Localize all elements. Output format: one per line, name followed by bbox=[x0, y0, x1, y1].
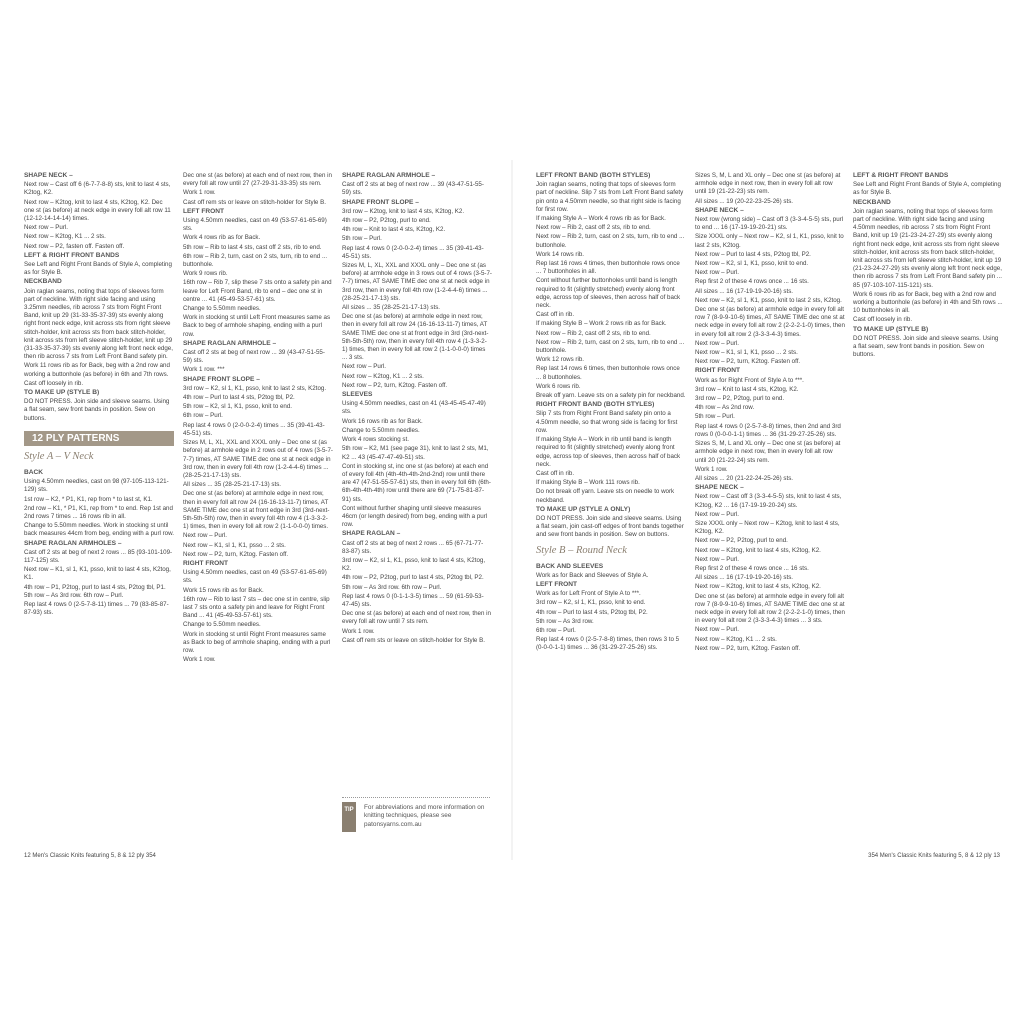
instruction-text: If making Style B – Work 111 rows rib. bbox=[536, 479, 640, 487]
style-title: Style A – V Neck bbox=[24, 450, 94, 462]
instruction-text: Sizes M, L, XL, XXL and XXXL only – Dec one st (as before) at armhole edge in 2 rows out of 4 rows (3-5-7-7-7) times, AT SAME TIME dec one st at neck edge in 3rd row, then in every foll 4th row (1-2-4-4-6) times ... (28-25-21-17-13) sts. bbox=[183, 439, 333, 479]
instruction-text: Next row – Purl. bbox=[695, 339, 740, 347]
instruction-text: 5th row – As 3rd row. 6th row – Purl. bbox=[342, 583, 442, 591]
instruction-text: 4th row – P2, P2tog, purl to end. bbox=[342, 217, 431, 225]
column-1 bbox=[24, 172, 174, 618]
instruction-text: Dec one st (as before) at armhole edge in every foll alt row 7 (8-9-9-10-6) times, AT SAME TIME dec one st at neck edge in every foll alt row 2 (2-2-2-1-0) times, then in every foll alt row 2 (3-3-3-4-3) times ... 3 sts. bbox=[695, 592, 845, 625]
instruction-text: Next row – Purl. bbox=[24, 224, 69, 232]
instruction-text: Next row – K2tog, K1 ... 2 sts. bbox=[695, 635, 777, 643]
instruction-text: If making Style A – Work in rib until band is length required to fit (slightly stretched) evenly along front edge, across top of sleeves, then across half of back neck. bbox=[536, 436, 681, 468]
instruction-text: Cast off 2 sts at beg of next row ... 39 (43-47-51-55-59) sts. bbox=[342, 181, 484, 197]
instruction-text: Sizes S, M, L and XL only – Dec one st (as before) at armhole edge in next row, then in every foll alt row until 20 (21-22-24) sts rem. bbox=[695, 440, 841, 464]
instruction-text: Work in stocking st until Right Front measures same as Back to beg of armhole shaping, ending with a purl row. bbox=[183, 630, 331, 654]
instruction-text: Rep last 4 rows 0 (2-5-7-8-8) times, then 2nd and 3rd rows 0 (0-0-0-1-1) times ... 36 (31-29-27-25-26) sts. bbox=[695, 422, 841, 438]
instruction-text: Cast off in rib. bbox=[536, 469, 575, 477]
instruction-text: All sizes ... 20 (21-22-24-25-26) sts. bbox=[695, 474, 794, 482]
instruction-text: Next row – Purl. bbox=[695, 510, 740, 518]
instruction-text: Work 1 row. bbox=[183, 656, 216, 664]
instruction-text: Next row – K2tog, knit to last 4 sts, K2tog, K2. bbox=[695, 583, 821, 591]
instruction-text: Next row – Rib 2, turn, cast on 2 sts, turn, rib to end ... buttonhole. bbox=[536, 338, 685, 355]
instruction-text: Next row – Purl. bbox=[695, 555, 740, 563]
instruction-text: Work 4 rows stocking st. bbox=[342, 436, 409, 444]
instruction-text: If making Style B – Work 2 rows rib as for Back. bbox=[536, 320, 667, 328]
instruction-text: All sizes ... 19 (20-22-23-25-26) sts. bbox=[695, 197, 794, 205]
instruction-text: Next row – Rib 2, turn, cast on 2 sts, turn, rib to end ... buttonhole. bbox=[536, 233, 685, 249]
instruction-text: Work 4 rows rib as for Back. bbox=[183, 234, 261, 242]
heading-back-and-sleeves: BACK AND SLEEVES bbox=[536, 562, 604, 570]
column-3 bbox=[342, 172, 492, 646]
tip-badge-icon: TIP bbox=[342, 802, 356, 832]
instruction-text: Next row – K2, sl 1, K1, psso, knit to end. bbox=[695, 260, 809, 268]
instruction-text: Next row – K2tog, K1 ... 2 sts. bbox=[24, 233, 106, 241]
instruction-text: Next row – Purl. bbox=[183, 532, 228, 540]
instruction-text: Sizes M, L, XL, XXL and XXXL only – Dec one st (as before) at armhole edge in 3 rows out of 4 rows (3-5-7-7-7) times, AT SAME TIME dec one st at neck edge in 3rd row, then in every foll 4th row (1-2-4-4-6) times ... (28-25-21-17-13) sts. bbox=[342, 262, 492, 302]
instruction-text: Next row – Purl. bbox=[695, 626, 740, 634]
instruction-text: Next row – K1, sl 1, K1, psso, knit to last 4 sts, K2tog, K1. bbox=[24, 566, 171, 582]
heading-right-front: RIGHT FRONT bbox=[695, 367, 741, 375]
instruction-text: Change to 5.50mm needles. bbox=[183, 305, 261, 313]
instruction-text: 6th row – Purl. bbox=[183, 412, 223, 420]
instruction-text: 3rd row – Knit to last 4 sts, K2tog, K2. bbox=[695, 385, 799, 393]
heading-raglan-armholes: SHAPE RAGLAN ARMHOLES – bbox=[24, 539, 122, 547]
instruction-text: Next row – P2, turn, K2tog. Fasten off. bbox=[183, 550, 289, 558]
tip-text: For abbreviations and more information on knitting techniques, please see patonsyarns.com.au bbox=[364, 804, 485, 828]
instruction-text: DO NOT PRESS. Join side and sleeve seams. Using a flat seam, sew front bands in position. Sew on buttons. bbox=[853, 334, 999, 359]
instruction-text: Work 14 rows rib. bbox=[536, 250, 585, 258]
instruction-text: Rep last 4 rows 0 (0-1-1-3-5) times ... 59 (61-59-53-47-45) sts. bbox=[342, 592, 484, 608]
instruction-text: 16th row – Rib to last 7 sts – dec one st in centre, slip last 7 sts onto a safety pin and leave for Right Front Band ... 41 (45-49-53-57-61) sts. bbox=[183, 595, 330, 620]
instruction-text: Dec one st (as before) at each end of next row, then in every foll alt row until 27 (27-29-31-33-35) sts rem. bbox=[183, 172, 332, 188]
instruction-text: Next row – Rib 2, cast off 2 sts, rib to end. bbox=[536, 329, 651, 337]
instruction-text: 5th row – K2, M1 (see page 31), knit to last 2 sts, M1, K2 ... 43 (45-47-47-49-51) sts. bbox=[342, 445, 489, 461]
instruction-text: Rep first 2 of these 4 rows once ... 16 sts. bbox=[695, 564, 809, 572]
instruction-text: Next row – K1, sl 1, K1, psso ... 2 sts. bbox=[695, 349, 798, 357]
instruction-text: Rep last 4 rows 0 (2-5-7-8-8) times, then rows 3 to 5 (0-0-0-1-1) times ... 36 (31-29-27-25-26) sts. bbox=[536, 636, 680, 652]
page-footer-right: 354 Men's Classic Knits featuring 5, 8 & 12 ply 13 bbox=[868, 853, 1000, 859]
heading-neckband: NECKBAND bbox=[853, 198, 891, 206]
instruction-text: 3rd row – K2tog, knit to last 4 sts, K2tog, K2. bbox=[342, 207, 465, 215]
heading-right-front-band: RIGHT FRONT BAND (BOTH STYLES) bbox=[536, 401, 655, 409]
instruction-text: Next row – Cast off 6 (6-7-7-8-8) sts, knit to last 4 sts, K2tog, K2. bbox=[24, 181, 171, 197]
instruction-text: Cast off loosely in rib. bbox=[853, 316, 913, 324]
instruction-text: Rep last 4 rows 0 (2-5-7-8-11) times ... 79 (83-85-87-87-93) sts. bbox=[24, 600, 169, 617]
instruction-text: Cont without further buttonholes until band is length required to fit (slightly stretched) evenly along front edge, across top of sleeves, then across half of back neck. bbox=[536, 277, 681, 310]
instruction-text: 3rd row – K2, sl 1, K1, psso, knit to last 4 sts, K2tog, K2. bbox=[342, 556, 486, 573]
heading-sleeves: SLEEVES bbox=[342, 391, 373, 399]
instruction-text: Next row – P2, turn, K2tog. Fasten off. bbox=[695, 644, 801, 652]
instruction-text: 1st row – K2, * P1, K1, rep from * to last st, K1. bbox=[24, 495, 153, 503]
instruction-text: Cont without further shaping until sleeve measures 46cm (or length desired) from beg, ending with a purl row. bbox=[342, 504, 488, 529]
instruction-text: 6th row – Purl. bbox=[536, 626, 576, 634]
instruction-text: 4th row – As 2nd row. bbox=[695, 404, 755, 412]
instruction-text: Change to 5.50mm needles. bbox=[342, 426, 420, 434]
instruction-text: Using 4.50mm needles, cast on 41 (43-45-45-47-49) sts. bbox=[342, 400, 486, 416]
instruction-text: Next row – Purl. bbox=[695, 269, 740, 277]
instruction-text: DO NOT PRESS. Join side and sleeve seams. Using a flat seam, join cast-off edges of front bands together and sew front bands in position. Sew on buttons. bbox=[536, 514, 684, 539]
heading-shape-neck: SHAPE NECK – bbox=[695, 206, 744, 214]
instruction-text: Size XXXL only – Next row – K2, sl 1, K1, psso, knit to last 2 sts, K2tog. bbox=[695, 233, 844, 249]
instruction-text: All sizes ... 16 (17-19-19-20-16) sts. bbox=[695, 287, 794, 295]
instruction-text: Work 1 row. bbox=[183, 189, 216, 197]
instruction-text: Break off yarn. Leave sts on a safety pin for neckband. bbox=[536, 392, 686, 400]
instruction-text: Work 15 rows rib as for Back. bbox=[183, 586, 264, 594]
instruction-text: Dec one st (as before) at armhole edge in every foll alt row 7 (8-9-9-10-6) times, AT SAME TIME dec one st at neck edge in every foll alt row 2 (2-2-2-1-0) times, then in every foll alt row 2 (3-3-3-4-3) times. bbox=[695, 306, 845, 338]
instruction-text: 5th row – Rib to last 4 sts, cast off 2 sts, rib to end. bbox=[183, 243, 322, 251]
instruction-text: Cont in stocking st, inc one st (as before) at each end of every foll 4th (4th-4th-4th-2nd-2nd) row until there are 47 (47-51-55-57-61) sts, then in every foll 6th (6th-6th-4th-4th-4th) row until there are 69 (71-75-81-87-91) sts. bbox=[342, 462, 491, 503]
instruction-text: Work 1 row. bbox=[695, 465, 728, 473]
instruction-text: Next row – P2, turn, K2tog. Fasten off. bbox=[342, 381, 448, 389]
style-title: Style B – Round Neck bbox=[536, 544, 627, 556]
instruction-text: Rep last 4 rows 0 (2-0-0-2-4) times ... 35 (39-41-43-45-51) sts. bbox=[342, 244, 484, 260]
instruction-text: Rep last 14 rows 6 times, then buttonhole rows once ... 8 buttonholes. bbox=[536, 365, 680, 381]
instruction-text: Rep first 2 of these 4 rows once ... 16 sts. bbox=[695, 278, 809, 286]
instruction-text: Work in stocking st until Left Front measures same as Back to beg of armhole shaping, ending with a purl row. bbox=[183, 314, 331, 338]
instruction-text: Work 12 rows rib. bbox=[536, 356, 585, 364]
heading-front-slope: SHAPE FRONT SLOPE – bbox=[183, 375, 260, 383]
instruction-text: Cast off 2 sts at beg of next row ... 39 (43-47-51-55-59) sts. bbox=[183, 349, 325, 365]
heading-neckband: NECKBAND bbox=[24, 278, 62, 286]
instruction-text: Next row – P2, fasten off. Fasten off. bbox=[24, 242, 125, 250]
instruction-text: Next row – K2tog, K1 ... 2 sts. bbox=[342, 372, 424, 380]
heading-left-front: LEFT FRONT bbox=[183, 207, 225, 215]
instruction-text: 6th row – Rib 2, turn, cast on 2 sts, turn, rib to end ... buttonhole. bbox=[183, 252, 328, 269]
instruction-text: 4th row – Purl to last 4 sts, P2tog tbl, P2. bbox=[536, 608, 648, 616]
instruction-text: Work as for Back and Sleeves of Style A. bbox=[536, 571, 649, 579]
instruction-text: Using 4.50mm needles, cast on 98 (97-105-113-121-129) sts. bbox=[24, 478, 169, 494]
instruction-text: Cast off in rib. bbox=[536, 311, 575, 319]
instruction-text: 4th row – P1, P2tog, purl to last 4 sts, P2tog tbl, P1. 5th row – As 3rd row. 6th row – Purl. bbox=[24, 583, 166, 599]
instruction-text: Work 9 rows rib. bbox=[183, 270, 228, 278]
heading-left-front: LEFT FRONT bbox=[536, 580, 578, 588]
heading-back: BACK bbox=[24, 468, 44, 476]
instruction-text: 3rd row – K2, sl 1, K1, psso, knit to last 2 sts, K2tog. bbox=[183, 384, 327, 392]
instruction-text: Do not break off yarn. Leave sts on needle to work neckband. bbox=[536, 488, 675, 504]
instruction-text: 3rd row – K2, sl 1, K1, psso, knit to end. bbox=[536, 599, 646, 607]
instruction-text: Next row – K2tog, knit to last 4 sts, K2tog, K2. Dec one st (as before) at neck edge in every foll alt row 11 (12-12-14-14-14) times. bbox=[24, 198, 171, 223]
instruction-text: Work 1 row. bbox=[342, 627, 375, 635]
section-banner: 12 PLY PATTERNS bbox=[24, 431, 174, 446]
instruction-text: Next row – K2, sl 1, K1, psso, knit to last 2 sts, K2tog. bbox=[695, 296, 842, 304]
instruction-text: 3rd row – P2, P2tog, purl to end. bbox=[695, 395, 785, 403]
instruction-text: Sizes S, M, L and XL only – Dec one st (as before) at armhole edge in next row, then in every foll alt row until 19 (21-22-23) sts rem. bbox=[695, 172, 841, 196]
instruction-text: Work 6 rows rib. bbox=[536, 382, 581, 390]
instruction-text: Join raglan seams, noting that tops of sleeves form part of neckline. With right side facing and using 4.50mm needles, rib across 7 sts from Right Front Band, knit up 19 (21-23-24-27-29) sts evenly along right front neck edge, knit across sts from right sleeve stitch-holder, knit across sts from back stitch-holder, knit across sts from left sleeve stitch-holder, knit up 19 (21-23-24-27-29) sts evenly along left front neck edge, then rib across 7 sts from Left Front Band safety pin ... 85 (97-103-107-115-121) sts. bbox=[853, 207, 1002, 289]
instruction-text: 2nd row – K1, * P1, K1, rep from * to end. Rep 1st and 2nd rows 7 times ... 16 rows rib in all. bbox=[24, 504, 173, 520]
heading-to-make-up: TO MAKE UP (STYLE B) bbox=[853, 325, 929, 333]
instruction-text: All sizes ... 35 (28-25-21-17-13) sts. bbox=[342, 304, 441, 312]
instruction-text: 4th row – Purl to last 4 sts, P2tog tbl, P2. bbox=[183, 394, 295, 402]
heading-right-front: RIGHT FRONT bbox=[183, 559, 229, 567]
heading-to-make-up: TO MAKE UP (STYLE B) bbox=[24, 389, 100, 397]
instruction-text: Work 6 rows rib as for Back, beg with a 2nd row and working a buttonhole (as before) in 4th and 5th rows ... 10 buttonholes in all. bbox=[853, 290, 1003, 315]
instruction-text: Next row – Cast off 3 (3-3-4-5-5) sts, knit to last 4 sts, K2tog, K2 ... 16 (17-19-19-20-24) sts. bbox=[695, 493, 842, 509]
instruction-text: Next row (wrong side) – Cast off 3 (3-3-4-5-5) sts, purl to end ... 16 (17-19-19-20-21) sts. bbox=[695, 216, 844, 232]
instruction-text: 16th row – Rib 7, slip these 7 sts onto a safety pin and leave for Left Front Band, rib to end – dec one st in centre ... 41 (45-49-53-57-61) sts. bbox=[183, 279, 332, 303]
instruction-text: Work as for Left Front of Style A to ***. bbox=[536, 590, 641, 598]
page-gutter bbox=[511, 160, 513, 860]
instruction-text: 5th row – As 3rd row. bbox=[536, 617, 594, 625]
heading-shape-neck: SHAPE NECK – bbox=[695, 484, 744, 492]
instruction-text: Cast off rem sts or leave on stitch-holder for Style B. bbox=[183, 198, 326, 206]
instruction-text: Work as for Right Front of Style A to ***. bbox=[695, 376, 804, 384]
column-2 bbox=[183, 172, 333, 665]
heading-left-front-band: LEFT FRONT BAND (BOTH STYLES) bbox=[536, 172, 651, 179]
instruction-text: Change to 5.50mm needles. Work in stocking st until back measures 44cm from beg, ending with a purl row. bbox=[24, 522, 174, 538]
heading-front-bands: LEFT & RIGHT FRONT BANDS bbox=[24, 251, 120, 259]
instruction-text: Next row – Purl to last 4 sts, P2tog tbl, P2. bbox=[695, 250, 811, 258]
instruction-text: Rep last 16 rows 4 times, then buttonhole rows once ... 7 buttonholes in all. bbox=[536, 260, 680, 276]
instruction-text: 4th row – P2, P2tog, purl to last 4 sts, P2tog tbl, P2. bbox=[342, 574, 484, 582]
instruction-text: Next row – P2, turn, K2tog. Fasten off. bbox=[695, 358, 801, 366]
instruction-text: Cast off 2 sts at beg of next 2 rows ... 85 (93-101-109-117-125) sts. bbox=[24, 548, 173, 564]
instruction-text: See Left and Right Front Bands of Style A, completing as for Style B. bbox=[24, 261, 172, 277]
instruction-text: Using 4.50mm needles, cast on 49 (53-57-61-65-69) sts. bbox=[183, 569, 327, 585]
instruction-text: Cast off 2 sts at beg of next 2 rows ... 65 (67-71-77-83-87) sts. bbox=[342, 539, 484, 555]
instruction-text: Next row – P2, P2tog, purl to end. bbox=[695, 537, 788, 545]
column-4 bbox=[536, 172, 686, 654]
heading-front-bands: LEFT & RIGHT FRONT BANDS bbox=[853, 172, 949, 179]
instruction-text: Change to 5.50mm needles. bbox=[183, 621, 261, 629]
instruction-text: See Left and Right Front Bands of Style A, completing as for Style B. bbox=[853, 181, 1001, 197]
tip-box bbox=[342, 797, 490, 850]
instruction-text: Cast off rem sts or leave on stitch-holder for Style B. bbox=[342, 636, 485, 644]
instruction-text: Join raglan seams, noting that tops of sleeves form part of neckline. With right side facing and using 3.25mm needles, rib across 7 sts from Right Front Band, knit up 29 (31-33-35-37-39) sts evenly along right front neck edge, knit across sts from right sleeve stitch-holder, knit across sts from back stitch-holder, knit across sts from left sleeve stitch-holder, knit up 29 (31-33-35-37-39) sts evenly along left front neck edge, then rib across 7 sts from Left Front Band safety pin. bbox=[24, 287, 173, 361]
column-6 bbox=[853, 172, 1003, 360]
page-footer-left: 12 Men's Classic Knits featuring 5, 8 & 12 ply 354 bbox=[24, 853, 156, 859]
instruction-text: Using 4.50mm needles, cast on 49 (53-57-61-65-69) sts. bbox=[183, 217, 327, 233]
instruction-text: Next row – Rib 2, cast off 2 sts, rib to end. bbox=[536, 224, 651, 232]
instruction-text: 5th row – K2, sl 1, K1, psso, knit to end. bbox=[183, 403, 293, 411]
instruction-text: Join raglan seams, noting that tops of sleeves form part of neckline. Slip 7 sts from Left Front Band safety pin onto a 4.50mm needle, so that right side is facing for first row. bbox=[536, 181, 684, 213]
instruction-text: All sizes ... 35 (28-25-21-17-13) sts. bbox=[183, 481, 282, 489]
heading-raglan-armhole: SHAPE RAGLAN ARMHOLE – bbox=[342, 172, 436, 179]
heading-raglan-armhole: SHAPE RAGLAN ARMHOLE – bbox=[183, 339, 277, 347]
instruction-text: Dec one st (as before) at armhole edge in next row, then in every foll alt row 24 (16-16-13-11-7) times, AT SAME TIME dec one st at front edge in 3rd (3rd-next-5th-5th-5th) row, then in every foll 4th row 4 (1-3-3-2-1) times, then in every foll alt row 2 (1-1-0-0-0) times ... 3 sts. bbox=[342, 313, 489, 362]
instruction-text: Next row – Purl. bbox=[342, 363, 387, 371]
instruction-text: Size XXXL only – Next row – K2tog, knit to last 4 sts, K2tog, K2. bbox=[695, 519, 840, 536]
heading-to-make-up: TO MAKE UP (STYLE A ONLY) bbox=[536, 505, 631, 513]
instruction-text: Slip 7 sts from Right Front Band safety pin onto a 4.50mm needle, so that wrong side is facing for first row. bbox=[536, 410, 678, 434]
instruction-text: All sizes ... 16 (17-19-19-20-16) sts. bbox=[695, 574, 794, 582]
instruction-text: Next row – K1, sl 1, K1, psso ... 2 sts. bbox=[183, 541, 286, 549]
instruction-text: Dec one st (as before) at each end of next row, then in every foll alt row until 7 sts rem. bbox=[342, 610, 491, 626]
heading-shape-raglan: SHAPE RAGLAN – bbox=[342, 530, 401, 538]
instruction-text: 4th row – Knit to last 4 sts, K2tog, K2. bbox=[342, 226, 446, 234]
instruction-text: DO NOT PRESS. Join side and sleeve seams. Using a flat seam, sew front bands in position. Sew on buttons. bbox=[24, 398, 170, 422]
instruction-text: If making Style A – Work 4 rows rib as for Back. bbox=[536, 215, 666, 223]
instruction-text: Work 11 rows rib as for Back, beg with a 2nd row and working a buttonhole (as before) in 6th and 7th rows. bbox=[24, 362, 170, 378]
column-5 bbox=[695, 172, 845, 654]
instruction-text: Work 16 rows rib as for Back. bbox=[342, 417, 423, 425]
heading-shape-neck: SHAPE NECK – bbox=[24, 172, 73, 179]
instruction-text: Next row – K2tog, knit to last 4 sts, K2tog, K2. bbox=[695, 546, 821, 554]
instruction-text: 5th row – Purl. bbox=[695, 413, 735, 421]
instruction-text: Rep last 4 rows 0 (2-0-0-2-4) times ... 35 (39-41-43-45-51) sts. bbox=[183, 421, 325, 437]
instruction-text: 5th row – Purl. bbox=[342, 235, 382, 243]
instruction-text: Work 1 row. *** bbox=[183, 366, 225, 374]
instruction-text: Cast off loosely in rib. bbox=[24, 379, 84, 387]
heading-front-slope: SHAPE FRONT SLOPE – bbox=[342, 198, 419, 206]
instruction-text: Dec one st (as before) at armhole edge in next row, then in every foll alt row 24 (16-16-13-11-7) times, AT SAME TIME dec one st at front edge in 3rd (3rd-next-5th-5th-5th) row, then in every foll 4th row 4 (1-3-3-2-1) times, then in every foll alt row 2 (1-1-0-0-0) times. bbox=[183, 490, 330, 531]
